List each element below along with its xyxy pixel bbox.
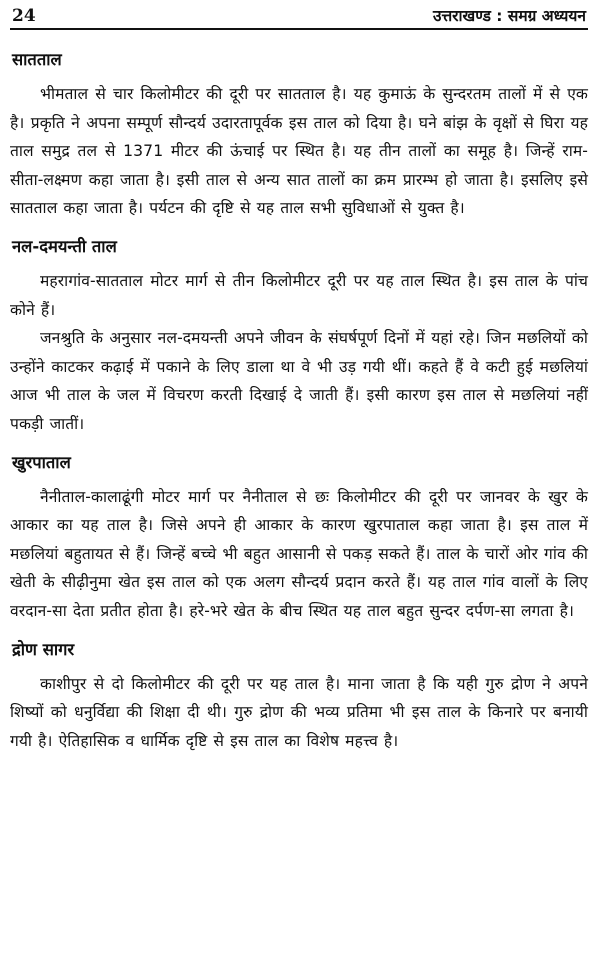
- section-drona-sagar: [10, 638, 588, 756]
- paragraph: नैनीताल-कालाढूंगी मोटर मार्ग पर नैनीताल से छः किलोमीटर की दूरी पर जानवर के खुर के आकार का यह ताल है। जिसे अपने ही आकार के कारण खुरपाताल कहा जाता है। इस ताल में मछलियां बहुतायत से हैं। जिन्हें बच्चे भी बहुत आसानी से पकड़ सकते हैं। ताल के चारों ओर गांव की खेती के सीढ़ीनुमा खेत इस ताल को एक अलग सौन्दर्य प्रदान करते हैं। यह ताल गांव वालों के लिए वरदान-सा देता प्रतीत होता है। हरे-भरे खेत के बीच स्थित यह ताल बहुत सुन्दर दर्पण-सा लगता है।: [10, 487, 588, 620]
- section-title: द्रोण सागर: [12, 639, 75, 659]
- section-title: सातताल: [12, 50, 62, 69]
- page-header: [10, 4, 588, 30]
- running-title: उत्तराखण्ड : समग्र अध्ययन: [432, 7, 586, 25]
- section-title: नल-दमयन्ती ताल: [12, 236, 117, 256]
- section-title: खुरपाताल: [12, 452, 71, 472]
- page-number: 24: [12, 6, 36, 26]
- section-nal-damayanti-tal: [10, 235, 588, 439]
- paragraph: भीमताल से चार किलोमीटर की दूरी पर सातताल है। यह कुमाऊं के सुन्दरतम तालों में से एक है। प्रकृति ने अपना सम्पूर्ण सौन्दर्य उदारतापूर्वक इस ताल को दिया है। घने बांझ के वृक्षों से घिरा यह ताल समुद्र तल से 1371 मीटर की ऊंचाई पर स्थित है। यह तीन तालों का समूह है। जिन्हें राम-सीता-लक्ष्मण कहा जाता है। इसी ताल से अन्य सात तालों का क्रम प्रारम्भ हो जाता है। इसलिए इसे सातताल कहा जाता है। पर्यटन की दृष्टि से यह ताल सभी सुविधाओं से युक्त है।: [10, 85, 588, 218]
- paragraph: महरागांव-सातताल मोटर मार्ग से तीन किलोमीटर दूरी पर यह ताल स्थित है। इस ताल के पांच कोने हैं।: [10, 271, 588, 319]
- paragraph: काशीपुर से दो किलोमीटर की दूरी पर यह ताल है। माना जाता है कि यही गुरु द्रोण ने अपने शिष्यों को धनुर्विद्या की शिक्षा दी थी। गुरु द्रोण की भव्य प्रतिमा भी इस ताल के किनारे पर बनायी गयी है। ऐतिहासिक व धार्मिक दृष्टि से इस ताल का विशेष महत्त्व है।: [10, 674, 588, 750]
- paragraph: जनश्रुति के अनुसार नल-दमयन्ती अपने जीवन के संघर्षपूर्ण दिनों में यहां रहे। जिन मछलियों को उन्होंने काटकर कढ़ाई में पकाने के लिए डाला था वे भी उड़ गयी थीं। कहते हैं वे कटी हुई मछलियां आज भी ताल के जल में विचरण करती दिखाई दे जाती हैं। इसी कारण इस ताल से मछलियां नहीं पकड़ी जातीं।: [10, 329, 588, 433]
- section-khurpatal: [10, 451, 588, 626]
- book-page: [10, 4, 588, 755]
- section-sattal: [10, 48, 588, 223]
